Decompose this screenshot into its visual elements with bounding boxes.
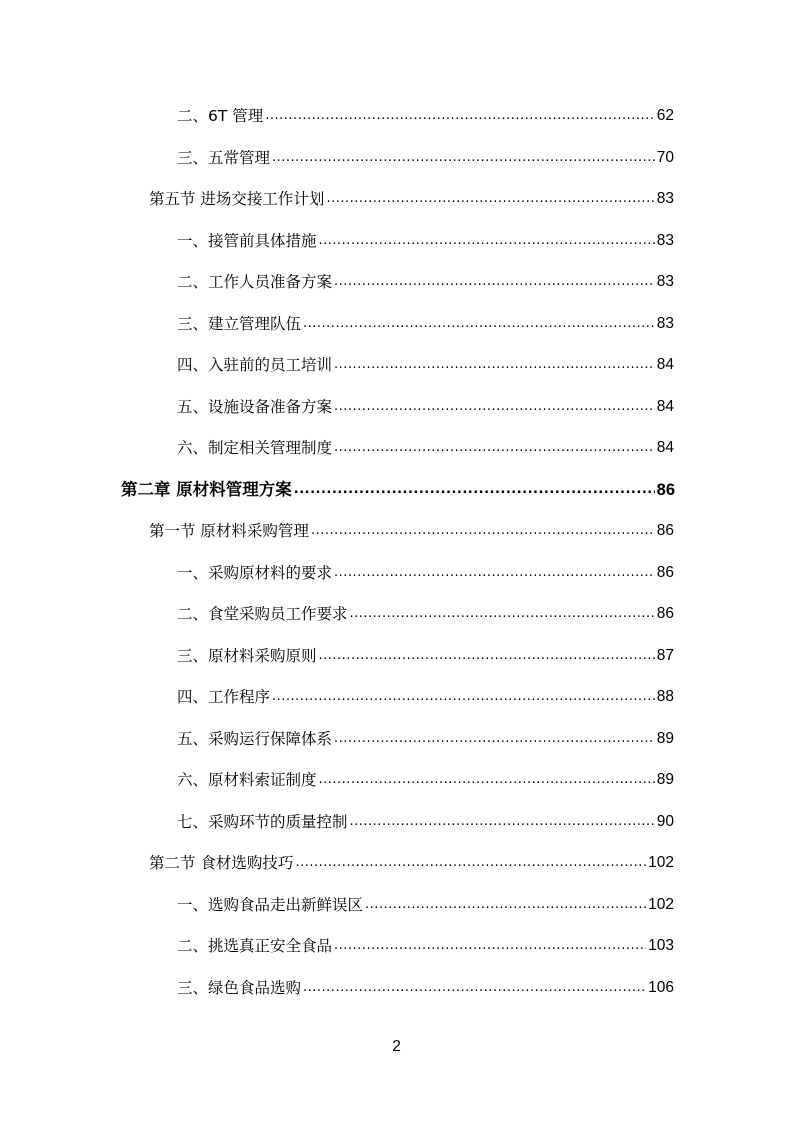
toc-entry[interactable]	[177, 308, 674, 334]
toc-entry[interactable]	[177, 930, 674, 956]
toc-entry-page: 83	[656, 232, 674, 249]
toc-entry-title: 三、五常管理	[177, 149, 271, 167]
toc-entry-title: 第二节 食材选购技巧	[149, 854, 294, 872]
toc-entry[interactable]	[177, 764, 674, 790]
toc-entry-title: 四、工作程序	[177, 688, 271, 706]
toc-dot-leader	[311, 523, 655, 539]
toc-entry-title: 二、工作人员准备方案	[177, 273, 333, 291]
toc-entry-page: 86	[656, 605, 674, 622]
toc-dot-leader	[303, 980, 646, 996]
toc-entry-title: 六、原材料索证制度	[177, 771, 317, 789]
toc-dot-leader	[334, 938, 646, 954]
toc-entry-page: 106	[648, 979, 674, 996]
toc-entry-title: 第一节 原材料采购管理	[149, 522, 309, 540]
toc-entry-title: 二、挑选真正安全食品	[177, 937, 333, 955]
toc-dot-leader	[334, 274, 655, 290]
toc-entry-title: 七、采购环节的质量控制	[177, 813, 348, 831]
toc-entry-page: 87	[656, 647, 674, 664]
toc-entry-page: 70	[656, 149, 674, 166]
toc-entry[interactable]	[149, 847, 674, 873]
toc-dot-leader	[350, 814, 655, 830]
toc-entry-title: 三、建立管理队伍	[177, 315, 302, 333]
toc-dot-leader	[365, 897, 646, 913]
toc-entry-page: 86	[656, 564, 674, 581]
toc-entry-title: 一、选购食品走出新鲜误区	[177, 896, 364, 914]
toc-dot-leader	[294, 482, 655, 498]
toc-entry[interactable]	[149, 515, 674, 541]
toc-dot-leader	[334, 565, 655, 581]
toc-entry[interactable]	[177, 100, 674, 126]
toc-entry[interactable]	[177, 598, 674, 624]
toc-dot-leader	[334, 731, 655, 747]
toc-dot-leader	[295, 855, 646, 871]
toc-entry-page: 103	[648, 937, 674, 954]
toc-entry-page: 83	[656, 273, 674, 290]
toc-entry-title: 二、食堂采购员工作要求	[177, 605, 348, 623]
toc-entry-page: 62	[656, 107, 674, 124]
toc-entry-title: 三、绿色食品选购	[177, 979, 302, 997]
toc-entry[interactable]	[177, 391, 674, 417]
toc-entry[interactable]	[177, 889, 674, 915]
toc-entry-title: 三、原材料采购原则	[177, 647, 317, 665]
toc-entry-title: 六、制定相关管理制度	[177, 439, 333, 457]
toc-dot-leader	[265, 108, 654, 124]
toc-entry-page: 88	[656, 688, 674, 705]
toc-entry-page: 83	[656, 315, 674, 332]
toc-entry[interactable]	[177, 557, 674, 583]
toc-dot-leader	[272, 150, 655, 166]
toc-dot-leader	[272, 689, 655, 705]
toc-dot-leader	[319, 233, 655, 249]
toc-entry[interactable]	[121, 474, 675, 500]
toc-entry-title: 四、入驻前的员工培训	[177, 356, 333, 374]
toc-dot-leader	[326, 191, 654, 207]
toc-entry[interactable]	[177, 723, 674, 749]
toc-entry[interactable]	[177, 432, 674, 458]
toc-entry[interactable]	[177, 142, 674, 168]
toc-dot-leader	[334, 399, 655, 415]
toc-entry[interactable]	[177, 640, 674, 666]
toc-dot-leader	[350, 606, 655, 622]
toc-entry-page: 102	[648, 854, 674, 871]
toc-dot-leader	[319, 648, 655, 664]
toc-entry[interactable]	[149, 183, 674, 209]
toc-entry-page: 84	[656, 356, 674, 373]
toc-entry-title: 一、采购原材料的要求	[177, 564, 333, 582]
toc-entry[interactable]	[177, 681, 674, 707]
toc-entry-page: 102	[648, 896, 674, 913]
toc-entry[interactable]	[177, 225, 674, 251]
toc-dot-leader	[319, 772, 655, 788]
toc-entry-page: 84	[656, 439, 674, 456]
toc-dot-leader	[303, 316, 655, 332]
toc-entry-title: 五、设施设备准备方案	[177, 398, 333, 416]
toc-dot-leader	[334, 440, 655, 456]
toc-entry-title: 一、接管前具体措施	[177, 232, 317, 250]
toc-entry-title: 第二章 原材料管理方案	[121, 480, 292, 499]
toc-entry-page: 84	[656, 398, 674, 415]
toc-entry-title: 第五节 进场交接工作计划	[149, 190, 325, 208]
page-number: 2	[392, 1038, 401, 1055]
toc-entry-page: 89	[656, 730, 674, 747]
toc-entry[interactable]	[177, 349, 674, 375]
toc-entry-title: 二、6T 管理	[177, 107, 264, 125]
toc-entry-title: 五、采购运行保障体系	[177, 730, 333, 748]
toc-entry-page: 90	[656, 813, 674, 830]
toc-dot-leader	[334, 357, 655, 373]
toc-entry-page: 89	[656, 771, 674, 788]
toc-entry-page: 83	[656, 190, 674, 207]
toc-entry[interactable]	[177, 266, 674, 292]
toc-entry[interactable]	[177, 806, 674, 832]
toc-entry-page: 86	[656, 481, 675, 499]
toc-entry-page: 86	[656, 522, 674, 539]
toc-entry[interactable]	[177, 972, 674, 998]
